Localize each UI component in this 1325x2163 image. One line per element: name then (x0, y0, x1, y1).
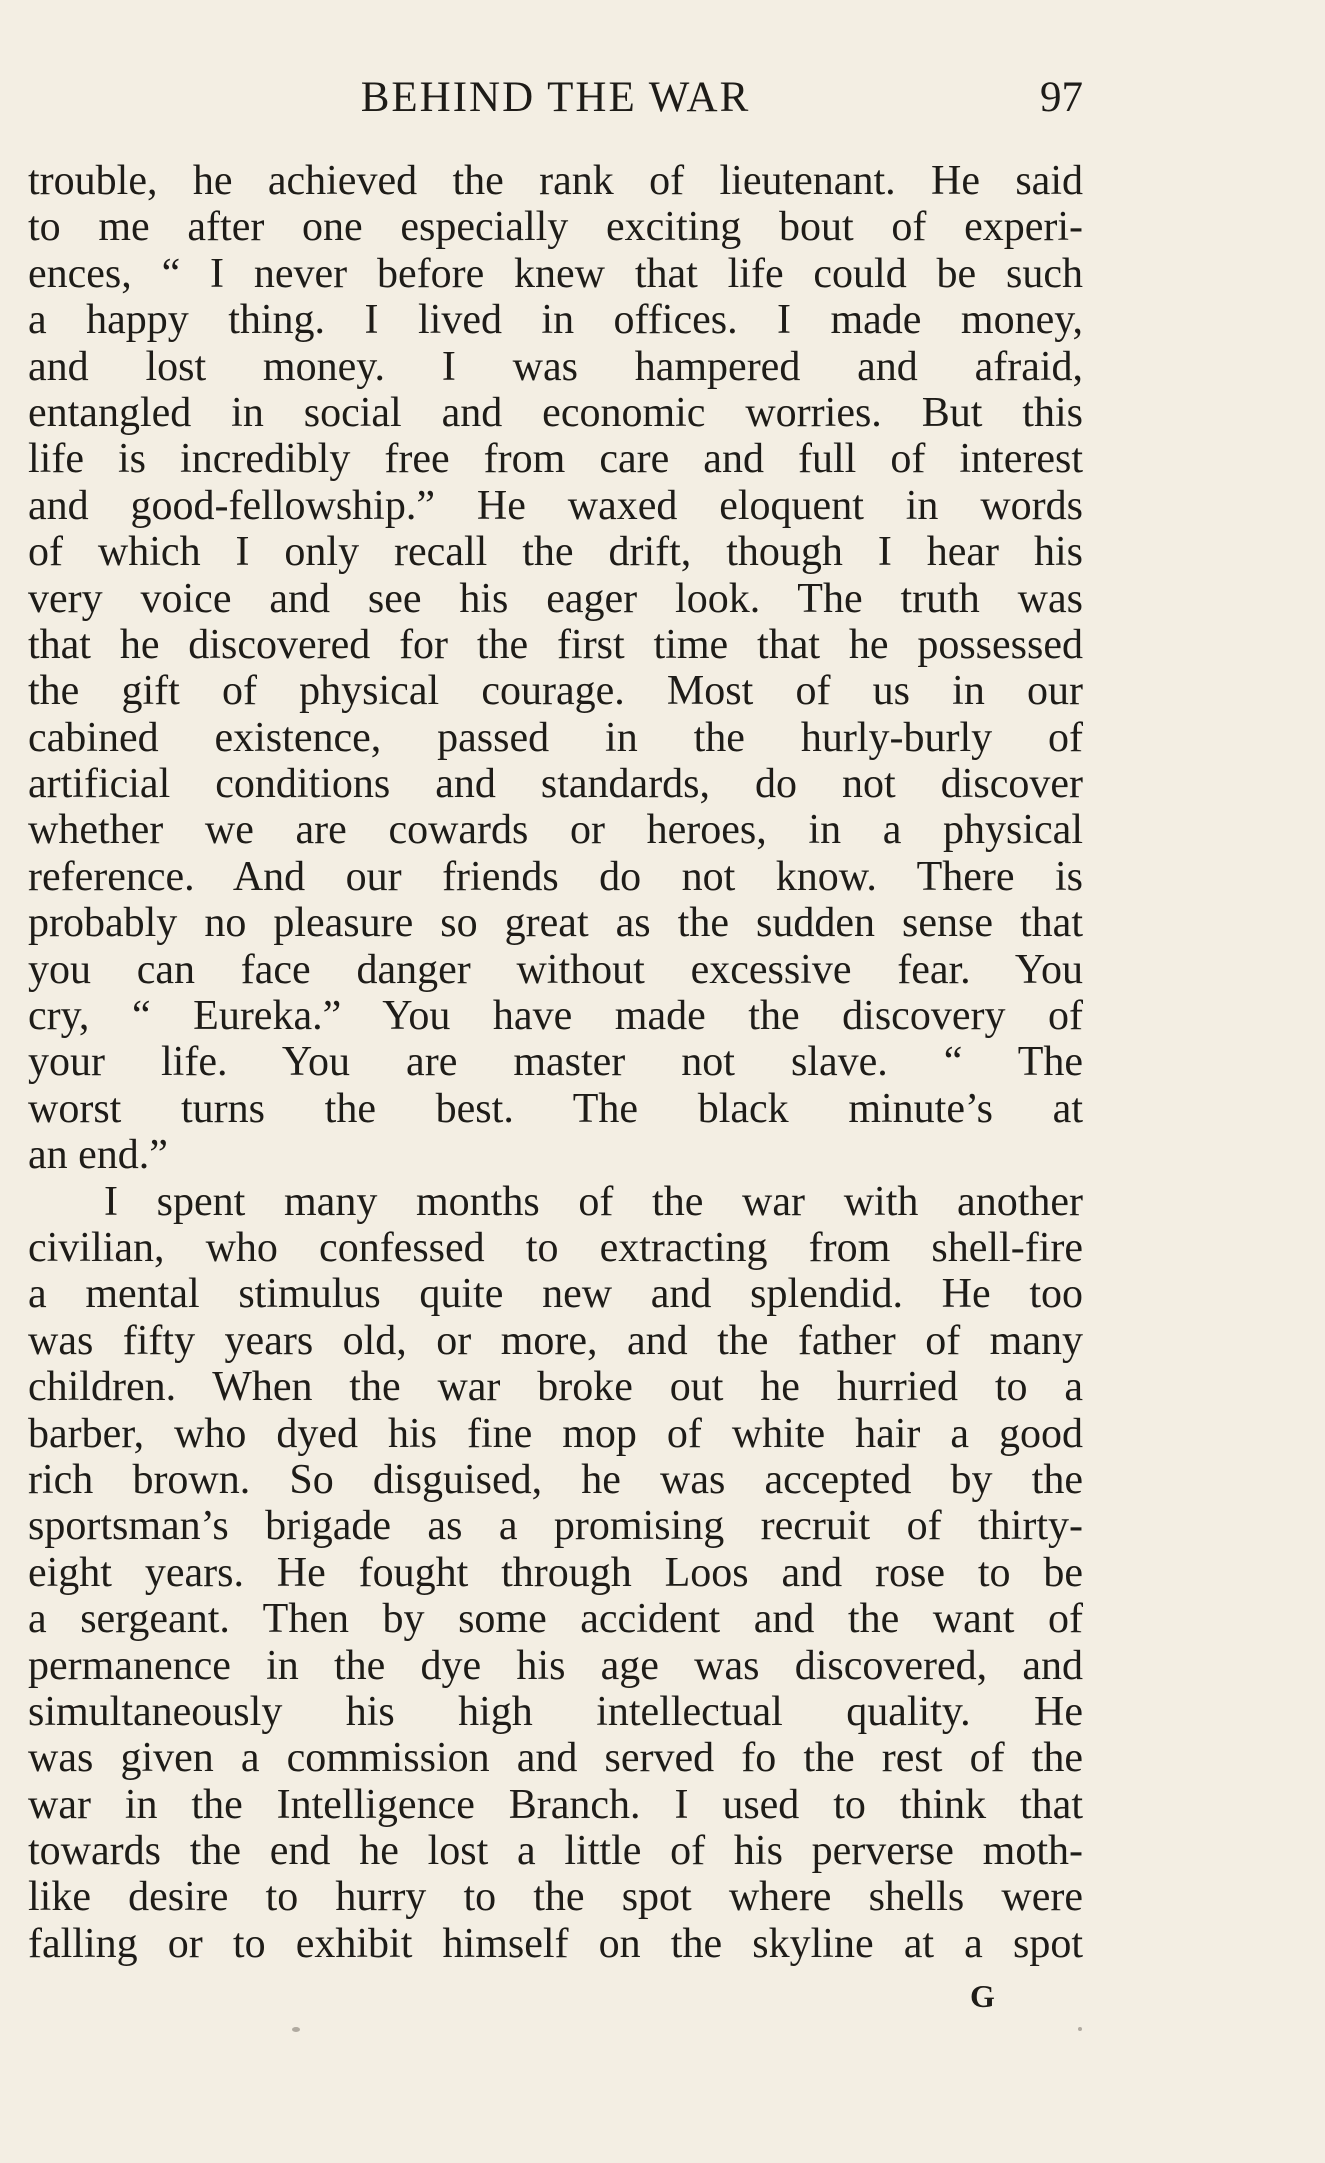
text-line: eight years. He fought through Loos and rose to be (28, 1549, 1083, 1596)
text-line: that he discovered for the first time that he possessed (28, 621, 1083, 668)
text-line: was given a commission and served fo the rest of the (28, 1735, 1083, 1782)
text-line: war in the Intelligence Branch. I used to think that (28, 1781, 1083, 1828)
text-line: like desire to hurry to the spot where shells were (28, 1874, 1083, 1921)
text-line: and lost money. I was hampered and afraid, (28, 343, 1083, 390)
page-number: 97 (1040, 74, 1083, 121)
text-line: simultaneously his high intellectual quality. He (28, 1688, 1083, 1735)
running-title: BEHIND THE WAR (360, 74, 751, 121)
text-line: reference. And our friends do not know. There is (28, 853, 1083, 900)
paragraph (28, 1179, 1083, 1968)
text-line: ences, “ I never before knew that life could be such (28, 250, 1083, 297)
text-line: life is incredibly free from care and full of interest (28, 436, 1083, 483)
text-line: worst turns the best. The black minute’s at (28, 1085, 1083, 1132)
signature-mark: G (970, 1978, 995, 2014)
text-line: cabined existence, passed in the hurly-burly of (28, 714, 1083, 761)
text-line: falling or to exhibit himself on the skyline at a spot (28, 1920, 1083, 1967)
text-line: cry, “ Eureka.” You have made the discovery of (28, 993, 1083, 1040)
paragraph (28, 158, 1083, 1179)
running-head (28, 70, 1083, 126)
text-line: I spent many months of the war with another (104, 1178, 1083, 1225)
text-line: rich brown. So disguised, he was accepted by the (28, 1456, 1083, 1503)
paper-speck (292, 2027, 300, 2032)
paper-speck (1078, 2027, 1082, 2031)
text-line: you can face danger without excessive fear. You (28, 946, 1083, 993)
text-line: the gift of physical courage. Most of us in our (28, 668, 1083, 715)
text-line: of which I only recall the drift, though I hear his (28, 529, 1083, 576)
text-line: civilian, who confessed to extracting from shell-fire (28, 1224, 1083, 1271)
text-line: very voice and see his eager look. The truth was (28, 575, 1083, 622)
text-line: was fifty years old, or more, and the father of many (28, 1317, 1083, 1364)
text-line: whether we are cowards or heroes, in a physical (28, 807, 1083, 854)
text-line: entangled in social and economic worries. But this (28, 389, 1083, 436)
text-line: artificial conditions and standards, do not discover (28, 761, 1083, 808)
text-line: an end.” (28, 1132, 168, 1179)
text-line: trouble, he achieved the rank of lieutenant. He said (28, 158, 1083, 204)
text-line: and good-fellowship.” He waxed eloquent in words (28, 482, 1083, 529)
text-line: barber, who dyed his fine mop of white hair a good (28, 1410, 1083, 1457)
text-line: probably no pleasure so great as the sudden sense that (28, 900, 1083, 947)
text-line: a sergeant. Then by some accident and the want of (28, 1596, 1083, 1643)
body-text (28, 158, 1083, 1967)
text-line: your life. You are master not slave. “ The (28, 1039, 1083, 1086)
text-line: to me after one especially exciting bout of experi- (28, 204, 1083, 251)
text-line: a mental stimulus quite new and splendid. He too (28, 1271, 1083, 1318)
text-line: sportsman’s brigade as a promising recruit of thirty- (28, 1503, 1083, 1550)
text-line: children. When the war broke out he hurried to a (28, 1364, 1083, 1411)
text-line: a happy thing. I lived in offices. I made money, (28, 297, 1083, 344)
text-line: towards the end he lost a little of his perverse moth- (28, 1828, 1083, 1875)
text-line: permanence in the dye his age was discovered, and (28, 1642, 1083, 1689)
